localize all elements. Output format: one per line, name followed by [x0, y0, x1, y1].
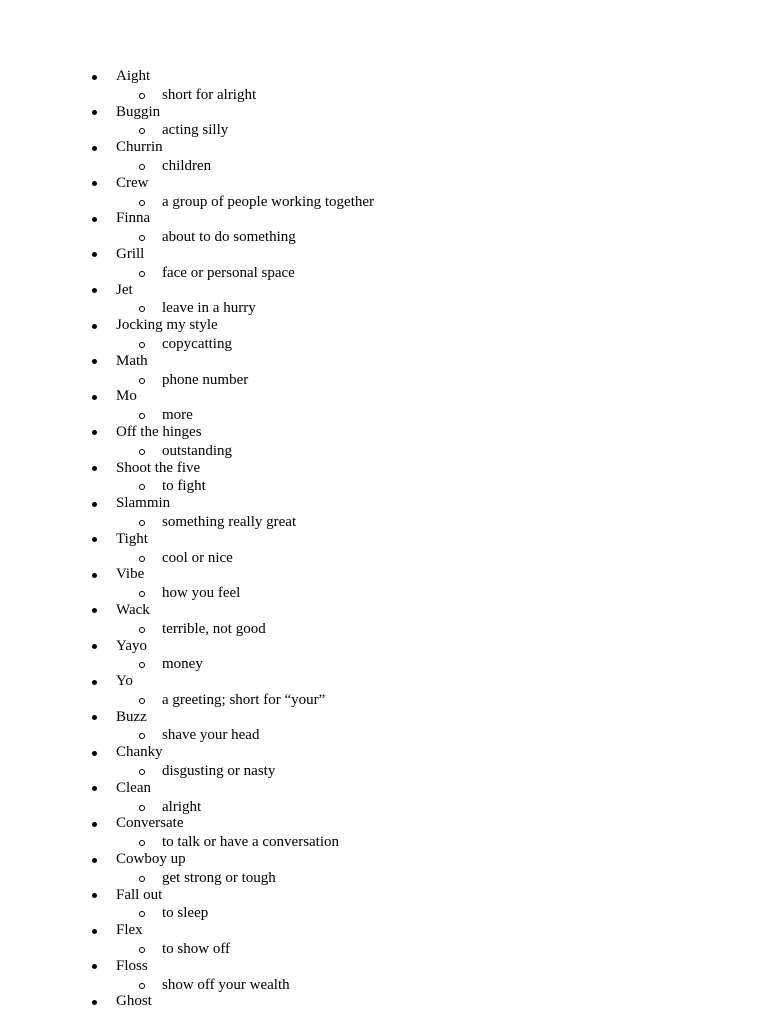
glossary-term: Yo [116, 673, 133, 690]
hollow-bullet-icon [139, 876, 145, 882]
glossary-term: Vibe [116, 566, 145, 583]
glossary-term-item [0, 281, 768, 299]
filled-bullet-icon [92, 395, 97, 400]
glossary-definition-item [0, 512, 768, 530]
glossary-term-item [0, 743, 768, 761]
glossary-definition: to show off [162, 941, 231, 958]
glossary-term: Fall out [116, 886, 163, 903]
filled-bullet-icon [92, 430, 97, 435]
hollow-bullet-icon [139, 128, 145, 134]
hollow-bullet-icon [139, 556, 145, 562]
hollow-bullet-icon [139, 413, 145, 419]
filled-bullet-icon [92, 181, 97, 186]
filled-bullet-icon [92, 822, 97, 827]
filled-bullet-icon [92, 502, 97, 507]
glossary-term: Crew [116, 174, 149, 191]
filled-bullet-icon [92, 537, 97, 542]
glossary-definition-item [0, 761, 768, 779]
hollow-bullet-icon [139, 378, 145, 384]
glossary-definition: alright [162, 798, 202, 815]
glossary-term: Math [116, 352, 148, 369]
glossary-term: Cowboy up [116, 851, 186, 868]
hollow-bullet-icon [139, 271, 145, 277]
filled-bullet-icon [92, 893, 97, 898]
filled-bullet-icon [92, 75, 97, 80]
glossary-term-item [0, 103, 768, 121]
glossary-term-item [0, 423, 768, 441]
glossary-definition-item [0, 405, 768, 423]
glossary-term: Tight [116, 530, 148, 547]
filled-bullet-icon [92, 858, 97, 863]
hollow-bullet-icon [139, 484, 145, 490]
glossary-term: Aight [116, 68, 151, 84]
glossary-term: Ghost [116, 993, 152, 1010]
glossary-definition: copycatting [162, 335, 232, 352]
glossary-definition-item [0, 298, 768, 316]
glossary-term-item [0, 138, 768, 156]
glossary-definition-item [0, 263, 768, 281]
glossary-definition-item [0, 619, 768, 637]
glossary-definition-item [0, 192, 768, 210]
glossary-definition: money [162, 656, 203, 673]
glossary-term: Churrin [116, 139, 163, 156]
filled-bullet-icon [92, 288, 97, 293]
glossary-term-item [0, 494, 768, 512]
hollow-bullet-icon [139, 235, 145, 241]
glossary-term-item [0, 316, 768, 334]
glossary-term: Jet [116, 281, 133, 298]
glossary-definition: shave your head [162, 727, 260, 744]
hollow-bullet-icon [139, 306, 145, 312]
glossary-definition-item [0, 227, 768, 245]
glossary-definition-item [0, 797, 768, 815]
glossary-term: Shoot the five [116, 459, 201, 476]
filled-bullet-icon [92, 964, 97, 969]
glossary-term-item [0, 850, 768, 868]
hollow-bullet-icon [139, 342, 145, 348]
hollow-bullet-icon [139, 911, 145, 917]
glossary-term: Mo [116, 388, 137, 405]
glossary-term: Buzz [116, 708, 147, 725]
glossary-term-item [0, 209, 768, 227]
hollow-bullet-icon [139, 164, 145, 170]
glossary-definition: to sleep [162, 905, 209, 922]
filled-bullet-icon [92, 110, 97, 115]
glossary-term-item [0, 779, 768, 797]
glossary-term: Clean [116, 779, 151, 796]
filled-bullet-icon [92, 608, 97, 613]
filled-bullet-icon [92, 751, 97, 756]
glossary-term-item [0, 245, 768, 263]
hollow-bullet-icon [139, 769, 145, 775]
glossary-term-item [0, 459, 768, 477]
glossary-definition-item [0, 654, 768, 672]
glossary-term-item [0, 352, 768, 370]
glossary-definition: a group of people working together [162, 193, 375, 210]
hollow-bullet-icon [139, 805, 145, 811]
glossary-definition: short for alright [162, 86, 257, 103]
glossary-definition-item [0, 85, 768, 103]
glossary-term-item [0, 67, 768, 85]
glossary-definition: more [162, 407, 193, 424]
glossary-term-item [0, 387, 768, 405]
glossary-term-item [0, 637, 768, 655]
glossary-term: Buggin [116, 103, 161, 120]
glossary-definition: disgusting or nasty [162, 763, 276, 780]
glossary-term: Flex [116, 922, 143, 939]
glossary-term: Chanky [116, 744, 163, 761]
filled-bullet-icon [92, 929, 97, 934]
hollow-bullet-icon [139, 662, 145, 668]
hollow-bullet-icon [139, 93, 145, 99]
glossary-definition-item [0, 903, 768, 921]
glossary-definition: a greeting; short for “your” [162, 691, 326, 708]
glossary-definition-item [0, 370, 768, 388]
glossary-definition-item [0, 868, 768, 886]
filled-bullet-icon [92, 715, 97, 720]
filled-bullet-icon [92, 217, 97, 222]
glossary-definition: about to do something [162, 229, 296, 246]
glossary-definition: show off your wealth [162, 976, 290, 993]
filled-bullet-icon [92, 573, 97, 578]
filled-bullet-icon [92, 146, 97, 151]
glossary-definition: how you feel [162, 585, 241, 602]
glossary-definition: cool or nice [162, 549, 233, 566]
glossary-definition-item [0, 725, 768, 743]
glossary-definition-item [0, 156, 768, 174]
filled-bullet-icon [92, 324, 97, 329]
filled-bullet-icon [92, 644, 97, 649]
hollow-bullet-icon [139, 983, 145, 989]
glossary-definition-item [0, 334, 768, 352]
hollow-bullet-icon [139, 698, 145, 704]
glossary-term-item [0, 708, 768, 726]
glossary-term-item [0, 886, 768, 904]
glossary-definition: something really great [162, 513, 297, 530]
glossary-definition: acting silly [162, 122, 229, 139]
hollow-bullet-icon [139, 733, 145, 739]
glossary-term-item [0, 174, 768, 192]
glossary-definition-item [0, 548, 768, 566]
hollow-bullet-icon [139, 840, 145, 846]
glossary-term-item [0, 921, 768, 939]
glossary-term: Yayo [116, 637, 147, 654]
filled-bullet-icon [92, 252, 97, 257]
glossary-definition-item [0, 120, 768, 138]
glossary-term-item [0, 530, 768, 548]
glossary-term: Jocking my style [116, 317, 218, 334]
glossary-term: Slammin [116, 495, 171, 512]
glossary-definition-item [0, 939, 768, 957]
glossary-definition: outstanding [162, 442, 232, 459]
glossary-definition: get strong or tough [162, 869, 276, 886]
glossary-term-item [0, 601, 768, 619]
glossary-definition-item [0, 476, 768, 494]
glossary-definition-item [0, 583, 768, 601]
filled-bullet-icon [92, 1000, 97, 1005]
hollow-bullet-icon [139, 627, 145, 633]
glossary-term: Floss [116, 957, 148, 974]
slang-glossary-list [0, 67, 768, 1010]
hollow-bullet-icon [139, 591, 145, 597]
glossary-term-item [0, 992, 768, 1010]
glossary-term: Off the hinges [116, 423, 202, 440]
glossary-term-item [0, 957, 768, 975]
glossary-definition-item [0, 441, 768, 459]
hollow-bullet-icon [139, 947, 145, 953]
glossary-definition-item [0, 975, 768, 993]
glossary-definition: to fight [162, 478, 206, 495]
glossary-term: Grill [116, 245, 145, 262]
glossary-definition-item [0, 690, 768, 708]
filled-bullet-icon [92, 466, 97, 471]
glossary-definition: phone number [162, 371, 249, 388]
filled-bullet-icon [92, 786, 97, 791]
glossary-definition: leave in a hurry [162, 300, 256, 317]
glossary-definition-item [0, 832, 768, 850]
filled-bullet-icon [92, 680, 97, 685]
glossary-definition: terrible, not good [162, 620, 266, 637]
glossary-term: Conversate [116, 815, 184, 832]
glossary-term-item [0, 814, 768, 832]
glossary-definition: face or personal space [162, 264, 295, 281]
glossary-definition: to talk or have a conversation [162, 834, 340, 851]
glossary-term-item [0, 672, 768, 690]
glossary-term: Wack [116, 601, 150, 618]
glossary-term: Finna [116, 210, 151, 227]
glossary-term-item [0, 565, 768, 583]
hollow-bullet-icon [139, 449, 145, 455]
hollow-bullet-icon [139, 520, 145, 526]
glossary-definition: children [162, 157, 212, 174]
hollow-bullet-icon [139, 200, 145, 206]
filled-bullet-icon [92, 359, 97, 364]
